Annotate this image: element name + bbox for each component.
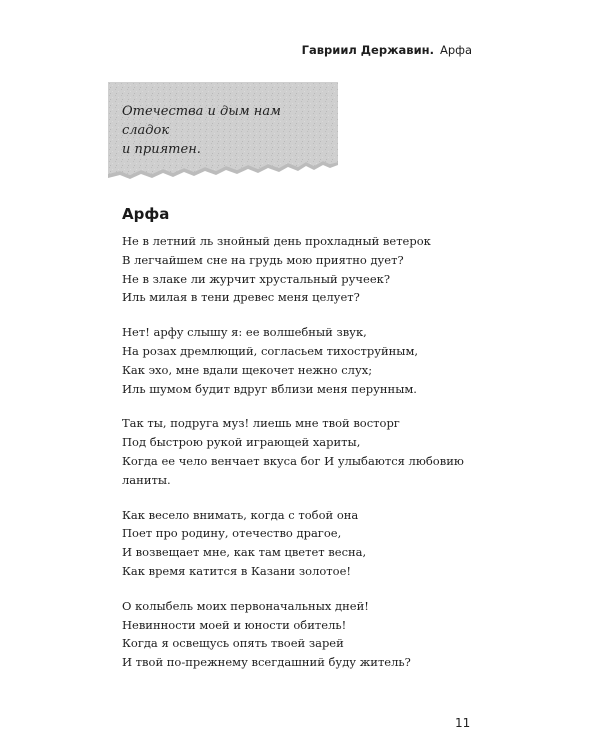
epigraph-text bbox=[122, 102, 332, 159]
poem-line: Не в летний ль знойный день прохладный ветерок bbox=[122, 234, 431, 248]
poem-body bbox=[122, 232, 502, 688]
epigraph-paper-scrap bbox=[108, 82, 338, 182]
stanza-5 bbox=[122, 597, 502, 672]
stanza-1 bbox=[122, 232, 502, 307]
poem-line: В легчайшем сне на грудь мою приятно дует? bbox=[122, 252, 404, 267]
poem-line: И возвещает мне, как там цветет весна, bbox=[122, 545, 367, 560]
poem-line: На розах дремлющий, согласьем тихоструйным, bbox=[122, 343, 419, 358]
poem-line: Под быстрою рукой играющей хариты, bbox=[122, 435, 361, 450]
poem-line: Как время катится в Казани золотое! bbox=[122, 563, 352, 578]
running-head-title: Арфа bbox=[439, 43, 472, 57]
poem-line: Когда я освещусь опять твоей зарей bbox=[122, 636, 344, 651]
poem-line: Иль шумом будит вдруг вблизи меня перунным. bbox=[122, 381, 417, 396]
poem-title: Арфа bbox=[122, 205, 170, 223]
poem-line: Как эхо, мне вдали щекочет нежно слух; bbox=[122, 362, 373, 377]
poem-line: Невинности моей и юности обитель! bbox=[122, 617, 347, 632]
epigraph-line: Отечества и дым нам сладок bbox=[122, 104, 281, 138]
running-head-author: Гавриил Державин. bbox=[301, 43, 434, 57]
running-head bbox=[302, 43, 472, 57]
poem-line: И твой по-прежнему всегдашний буду житель? bbox=[122, 655, 411, 670]
poem-line: Так ты, подруга муз! лиешь мне твой восторг bbox=[122, 416, 400, 431]
poem-line: Когда ее чело венчает вкуса бог И улыбаются любовию bbox=[122, 453, 464, 468]
poem-line: Не в злаке ли журчит хрустальный ручеек? bbox=[122, 271, 390, 286]
poem-line: Поет про родину, отечество драгое, bbox=[122, 526, 342, 541]
page-number: 11 bbox=[455, 716, 471, 730]
epigraph-line: и приятен. bbox=[122, 142, 201, 157]
poem-line: Нет! арфу слышу я: ее волшебный звук, bbox=[122, 325, 367, 340]
stanza-4 bbox=[122, 506, 502, 581]
poem-line: ланиты. bbox=[122, 472, 171, 487]
poem-line: Как весело внимать, когда с тобой она bbox=[122, 507, 359, 522]
stanza-2 bbox=[122, 323, 502, 398]
poem-line: О колыбель моих первоначальных дней! bbox=[122, 598, 369, 613]
stanza-3 bbox=[122, 414, 502, 489]
poem-line: Иль милая в тени древес меня целует? bbox=[122, 290, 360, 305]
